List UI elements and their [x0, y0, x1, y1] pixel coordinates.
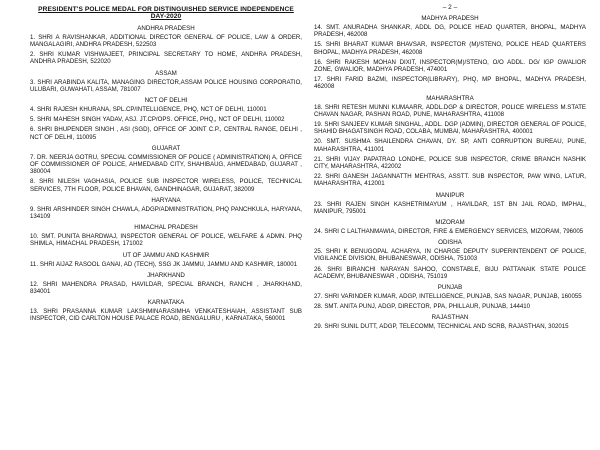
- state-section: [314, 15, 586, 91]
- medal-recipient-entry: 29. SHRI SUNIL DUTT, ADGP, TELECOMM, TECHNICAL AND SCRB, RAJASTHAN, 302015: [314, 323, 569, 331]
- medal-recipient-entry: 26. SHRI BIRANCHI NARAYAN SAHOO, CONSTABLE, BIJU PATTANAIK STATE POLICE ACADEMY, BHUBANESWAR , ODISHA, 751019: [314, 265, 586, 280]
- medal-recipient-entry: 24. SHRI C LALTHANMAWIA, DIRECTOR, FIRE & EMERGENCY SERVICES, MIZORAM, 796005: [314, 228, 584, 236]
- medal-recipient-entry: 25. SHRI K BENUGOPAL ACHARYA, IN CHARGE DEPUTY SUPERINTENDENT OF POLICE, VIGILANCE DIVISION, BHUBANESWAR, ODISHA, 751003: [314, 248, 586, 263]
- state-section: [30, 197, 302, 220]
- document-title: PRESIDENT'S POLICE MEDAL FOR DISTINGUISHED SERVICE INDEPENDENCE DAY-2020: [38, 6, 294, 21]
- medal-recipient-entry: 17. SHRI FARID BAZMI, INSPECTOR(LIBRARY), PHQ, MP BHOPAL, MADHYA PRADESH, 462008: [314, 76, 586, 91]
- state-section: [30, 97, 302, 141]
- state-section: [30, 299, 302, 322]
- right-column: [314, 4, 586, 446]
- state-section: [314, 192, 586, 215]
- medal-recipient-entry: 8. SHRI NILESH VAGHASIA, POLICE SUB INSPECTOR WIRELESS, POLICE, TECHNICAL SERVICES, 7TH FLOOR, POLICE BHAVAN, GANDHINAGAR, GUJARAT, 382009: [30, 178, 302, 193]
- state-heading: MAHARASHTRA: [426, 94, 474, 102]
- state-section: [314, 219, 586, 235]
- state-heading: KARNATAKA: [147, 299, 185, 307]
- state-section: [30, 25, 302, 66]
- medal-recipient-entry: 9. SHRI ARSHINDER SINGH CHAWLA, ADGP/ADMINISTRATION, PHQ PANCHKULA, HARYANA, 134109: [30, 205, 302, 221]
- state-heading: ASSAM: [155, 69, 177, 77]
- medal-recipient-entry: 3. SHRI ARABINDA KALITA, MANAGING DIRECTOR,ASSAM POLICE HOUSING CORPORATIO, ULUBARI, GUWAHATI, ASSAM, 781007: [30, 78, 302, 93]
- state-heading: MANIPUR: [435, 191, 465, 199]
- right-sections: [314, 15, 586, 331]
- state-heading: NCT OF DELHI: [144, 97, 188, 105]
- state-heading: MADHYA PRADESH: [421, 15, 479, 22]
- state-heading: MIZORAM: [435, 219, 465, 227]
- medal-recipient-entry: 10. SMT. PUNITA BHARDWAJ, INSPECTOR GENERAL OF POLICE, WELFARE & ADMN. PHQ SHIMLA, HIMACHAL PRADESH, 171002: [30, 233, 302, 248]
- state-heading: PUNJAB: [437, 284, 463, 292]
- state-section: [314, 314, 586, 330]
- medal-recipient-entry: 23. SHRI RAJEN SINGH KASHETRIMAYUM , HAVILDAR, 1ST BN JAIL ROAD, IMPHAL, MANIPUR, 795001: [314, 200, 586, 215]
- left-column: [30, 4, 302, 446]
- medal-recipient-entry: 20. SMT. SUSHMA SHAILENDRA CHAVAN, DY. SP, ANTI CORRUPTION BUREAU, PUNE, MAHARASHTRA, 411001: [314, 138, 586, 153]
- state-heading: JHARKHAND: [147, 271, 185, 279]
- state-heading: RAJASTHAN: [431, 314, 469, 322]
- medal-recipient-entry: 5. SHRI MAHESH SINGH YADAV, ASJ. JT.CP/OPS. OFFICE, PHQ,, NCT OF DELHI, 110002: [30, 116, 285, 124]
- medal-recipient-entry: 7. DR. NEERJA GOTRU, SPECIAL COMMISSIONER OF POLICE ( ADMINISTRATION) A, OFFICE OF COMMISSIONER OF POLICE, AHMEDABAD CITY, SHAHIBAUG, AHMEDABAD, GUJARAT , 380004: [30, 153, 302, 176]
- medal-recipient-entry: 13. SHRI PRASANNA KUMAR LAKSHMINARASIMHA VENKATESHAIAH, ASSISTANT SUB INSPECTOR, CID CARLTON HOUSE PALACE ROAD, BENGALURU , KARNATAKA, 560001: [30, 308, 302, 323]
- medal-recipient-entry: 1. SHRI A RAVISHANKAR, ADDITIONAL DIRECTOR GENERAL OF POLICE, LAW & ORDER, MANGALAGIRI, ANDHRA PRADESH, 522503: [30, 33, 302, 49]
- state-heading: HARYANA: [151, 196, 181, 204]
- state-section: [30, 70, 302, 93]
- state-heading: ANDHRA PRADESH: [137, 24, 195, 32]
- state-heading: GUJARAT: [151, 144, 181, 152]
- state-section: [314, 95, 586, 188]
- state-heading: HIMACHAL PRADESH: [134, 224, 198, 232]
- page-number: – 2 –: [442, 4, 458, 11]
- medal-recipient-entry: 19. SHRI SANJEEV KUMAR SINGHAL, ADDL. DGP (ADMIN), DIRECTOR GENERAL OF POLICE, SHAHID BHAGATSINGH ROAD, COLABA, MUMBAI, MAHARASHTRA, 400001: [314, 121, 586, 136]
- state-section: [314, 284, 586, 310]
- state-heading: UT OF JAMMU AND KASHMIR: [122, 251, 210, 259]
- state-section: [30, 224, 302, 247]
- medal-recipient-entry: 15. SHRI BHARAT KUMAR BHAVSAR, INSPECTOR (M)/STENO, POLICE HEAD QUARTERS BHOPAL, MADHYA PRADESH, 462008: [314, 41, 586, 56]
- medal-recipient-entry: 12. SHRI MAHENDRA PRASAD, HAVILDAR, SPECIAL BRANCH, RANCHI , JHARKHAND, 834001: [30, 280, 302, 296]
- state-section: [314, 239, 586, 280]
- medal-recipient-entry: 4. SHRI RAJESH KHURANA, SPL.CP/INTELLIGENCE, PHQ, NCT OF DELHI, 110001: [30, 106, 267, 114]
- medal-recipient-entry: 16. SHRI RAKESH MOHAN DIXIT, INSPECTOR(M)/STENO, O/O ADDL. DG/ IGP GWALIOR ZONE, GWALIOR, MADHYA PRADESH, 474001: [314, 58, 586, 74]
- state-section: [30, 145, 302, 193]
- medal-recipient-entry: 28. SMT. ANITA PUNJ, ADGP, DIRECTOR, PPA, PHILLAUR, PUNJAB, 144410: [314, 303, 531, 311]
- medal-recipient-entry: 6. SHRI BHUPENDER SINGH , ASI (SGD), OFFICE OF JOINT C.P., CENTRAL RANGE, DELHI , NCT OF DELHI, 110095: [30, 126, 302, 141]
- state-heading: ODISHA: [438, 239, 462, 247]
- medal-recipient-entry: 11. SHRI AIJAZ RASOOL GANAI, AD (TECH), SSG JK JAMMU, JAMMU AND KASHMIR, 180001: [30, 260, 298, 268]
- medal-recipient-entry: 27. SHRI VARINDER KUMAR, ADGP, INTELLIGENCE, PUNJAB, SAS NAGAR, PUNJAB, 160055: [314, 293, 582, 301]
- medal-recipient-entry: 22. SHRI GANESH JAGANNATTH MEHTRAS, ASSTT. SUB INSPECTOR, PAW WING, LATUR, MAHARASHTRA, 412001: [314, 173, 586, 188]
- state-section: [30, 272, 302, 295]
- state-section: [30, 252, 302, 268]
- medal-recipient-entry: 2. SHRI KUMAR VISHWAJEET, PRINCIPAL SECRETARY TO HOME, ANDHRA PRADESH, ANDHRA PRADESH, 522020: [30, 51, 302, 66]
- left-sections: [30, 25, 302, 323]
- medal-recipient-entry: 18. SHRI RETESH MUNNI KUMAARR, ADDL.DGP & DIRECTOR, POLICE WIRELESS M.STATE CHAVAN NAGAR, PASHAN ROAD, PUNE, MAHARASHTRA, 411008: [314, 103, 586, 118]
- medal-recipient-entry: 21. SHRI VIJAY PAPATRAO LONDHE, POLICE SUB INSPECTOR, CRIME BRANCH NASHIK CITY, MAHARASHTRA, 422002: [314, 155, 586, 171]
- medal-recipient-entry: 14. SMT. ANURADHA SHANKAR, ADDL DG, POLICE HEAD QUARTER, BHOPAL, MADHYA PRADESH, 462008: [314, 24, 586, 39]
